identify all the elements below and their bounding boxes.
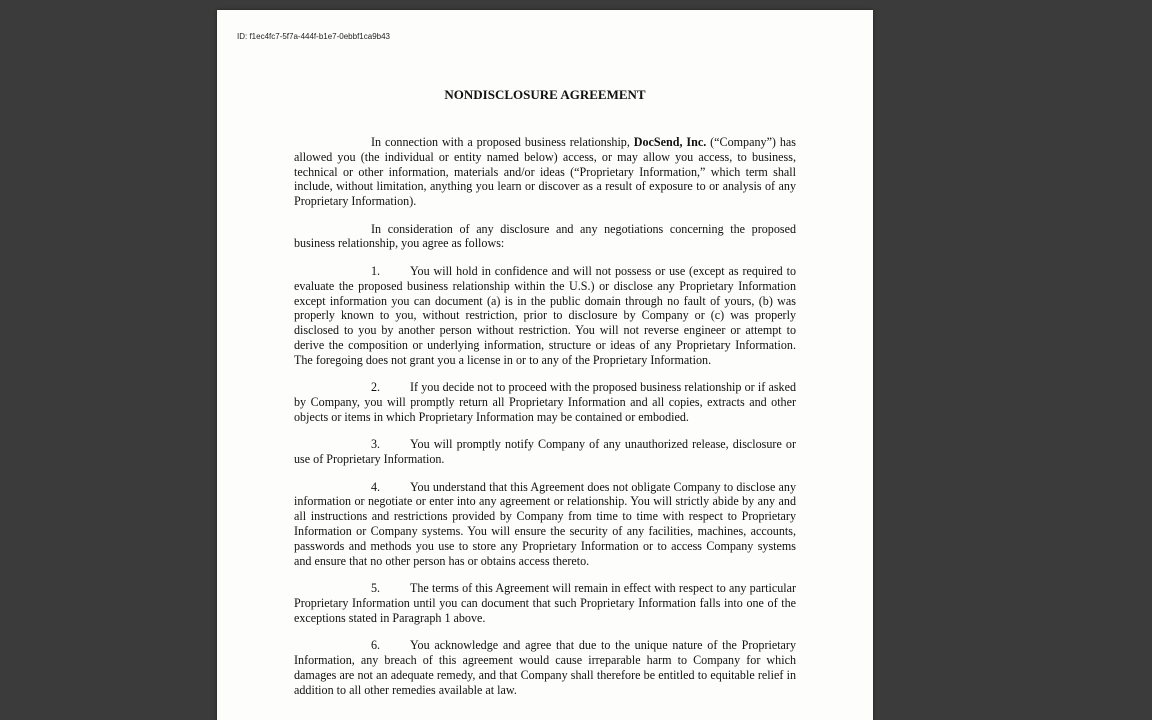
document-body bbox=[294, 135, 796, 710]
clause-5 bbox=[294, 581, 796, 625]
clause-text: If you decide not to proceed with the proposed business relationship or if asked by Company, you will promptly return all Proprietary Information and all copies, extracts and other objects or items in which Proprietary Information may be contained or embodied. bbox=[294, 380, 796, 424]
clause-4 bbox=[294, 480, 796, 569]
clause-text: The terms of this Agreement will remain in effect with respect to any particular Proprietary Information until you can document that such Proprietary Information falls into one of the exceptions stated in Paragraph 1 above. bbox=[294, 581, 796, 625]
clause-number: 2. bbox=[371, 380, 381, 395]
clause-3 bbox=[294, 437, 796, 467]
clause-number: 3. bbox=[371, 437, 381, 452]
company-name: DocSend, Inc. bbox=[633, 135, 707, 149]
clause-text: You acknowledge and agree that due to the unique nature of the Proprietary Information, any breach of this agreement would cause irreparable harm to Company for which damages are not an adequate remedy, and that Company shall therefore be entitled to equitable relief in addition to all other remedies available at law. bbox=[294, 638, 796, 697]
clause-6 bbox=[294, 638, 796, 697]
clause-text: You understand that this Agreement does not obligate Company to disclose any information or negotiate or enter into any agreement or relationship. You will strictly abide by any and all instructions and restrictions provided by Company from time to time with respect to Proprietary Information or Company systems. You will ensure the security of any facilities, machines, accounts, passwords and methods you use to store any Proprietary Information or to access Company systems and ensure that no other person has or obtains access thereto. bbox=[294, 479, 796, 568]
consideration-text: In consideration of any disclosure and any negotiations concerning the proposed business relationship, you agree as follows: bbox=[294, 221, 796, 251]
intro-text-before: In connection with a proposed business relationship, bbox=[371, 135, 634, 149]
clause-number: 4. bbox=[371, 479, 381, 494]
intro-paragraph bbox=[294, 135, 796, 209]
clause-text: You will hold in confidence and will not possess or use (except as required to evaluate the proposed business relationship within the U.S.) or disclose any Proprietary Information except information you can document (a) is in the public domain through no fault of yours, (b) was properly known to you, without restriction, prior to disclosure by Company or (c) was properly disclosed to you by another person without restriction. You will not reverse engineer or attempt to derive the composition or underlying information, structure or ideas of any Proprietary Information. The foregoing does not grant you a license in or to any of the Proprietary Information. bbox=[294, 263, 796, 367]
document-id: ID: f1ec4fc7-5f7a-444f-b1e7-0ebbf1ca9b43 bbox=[237, 32, 390, 41]
clause-text: You will promptly notify Company of any unauthorized release, disclosure or use of Proprietary Information. bbox=[294, 437, 796, 467]
intro-text-after: (“Company”) has allowed you (the individual or entity named below) access, or may allow you access, to business, technical or other information, materials and/or ideas (“Proprietary Information,” which term shall include, without limitation, anything you learn or discover as a result of exposure to or analysis of any Proprietary Information). bbox=[294, 135, 796, 209]
clause-number: 1. bbox=[371, 263, 381, 278]
consideration-paragraph bbox=[294, 222, 796, 252]
clause-number: 5. bbox=[371, 581, 381, 596]
clause-1 bbox=[294, 264, 796, 368]
document-title: NONDISCLOSURE AGREEMENT bbox=[444, 87, 646, 102]
clause-number: 6. bbox=[371, 638, 381, 653]
clause-2 bbox=[294, 380, 796, 424]
document-page bbox=[217, 10, 873, 720]
